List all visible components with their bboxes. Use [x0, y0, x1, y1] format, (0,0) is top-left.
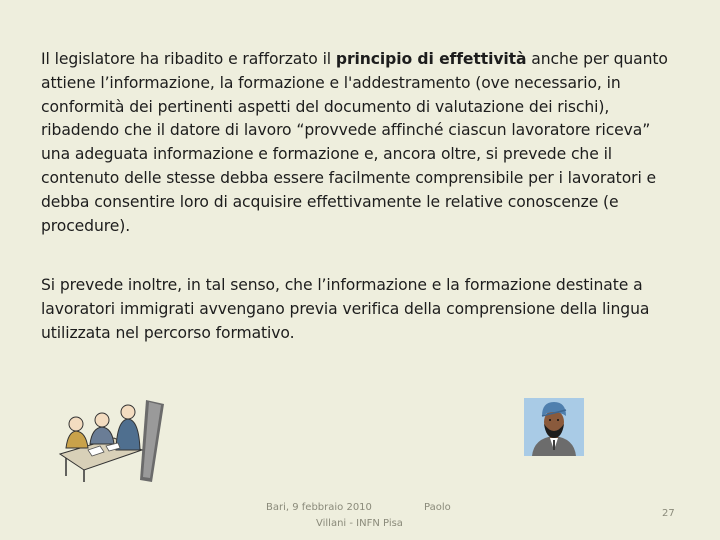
footer-author-line: Villani - INFN Pisa [316, 518, 403, 529]
paragraph-text: anche per quanto attiene l’informazione, la formazione e l'addestramento (ove necessario, in conformità dei pertinenti aspetti del documento di valutazione dei rischi), ribadendo che il datore di lavoro “provvede affinché ciascun lavoratore riceva” una adeguata informazione e formazione e, ancora oltre, si prevede che il contenuto delle stesse debba essere facilmente comprensibile per i lavoratori e debba consentire loro di acquisire effettivamente le relative conoscenze (e procedure). [41, 50, 668, 235]
footer-event-info [266, 500, 446, 532]
bold-principle: principio di effettività [335, 50, 527, 68]
meeting-people-clipart [54, 398, 166, 482]
footer-date-line: Bari, 9 febbraio 2010 [266, 502, 372, 513]
paragraph-text: Il legislatore ha ribadito e rafforzato il [41, 50, 336, 68]
turbaned-man-clipart [524, 398, 584, 456]
page-number: 27 [662, 508, 675, 519]
footer-author-first-name: Paolo [424, 502, 451, 513]
paragraph-immigrant-workers: Si prevede inoltre, in tal senso, che l’informazione e la formazione destinate a lavoratori immigrati avvengano previa verifica della comprensione della lingua utilizzata nel percorso formativo. [41, 276, 650, 342]
paragraph-effectiveness [41, 48, 681, 238]
